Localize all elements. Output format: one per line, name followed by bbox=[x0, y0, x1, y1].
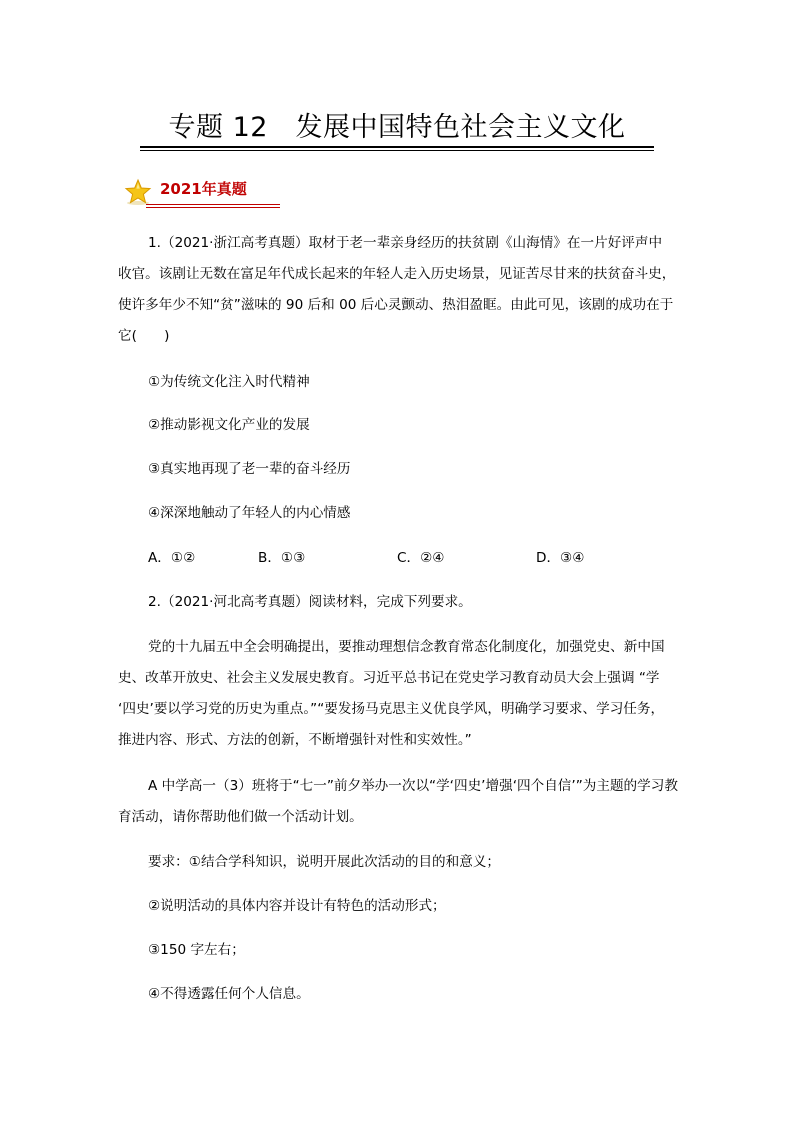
title-underline-thin bbox=[140, 150, 654, 151]
q1-item: ③真实地再现了老一辈的奋斗经历 bbox=[148, 461, 351, 477]
q1-item: ④深深地触动了年轻人的内心情感 bbox=[148, 505, 351, 521]
option-a: A．①② bbox=[148, 550, 196, 566]
q1-line: 使许多年少不知“贫”滋味的 90 后和 00 后心灵颤动、热泪盈眶。由此可见，该剧的成功在于 bbox=[118, 297, 674, 313]
q2-para1-line: 党的十九届五中全会明确提出，要推动理想信念教育常态化制度化，加强党史、新中国 bbox=[148, 639, 665, 655]
q2-requirement: 要求：①结合学科知识，说明开展此次活动的目的和意义； bbox=[148, 854, 501, 870]
title-block bbox=[140, 110, 654, 146]
q1-item: ②推动影视文化产业的发展 bbox=[148, 417, 310, 433]
page-title: 专题 12 发展中国特色社会主义文化 bbox=[168, 112, 626, 143]
q2-heading: 2.（2021·河北高考真题）阅读材料，完成下列要求。 bbox=[148, 594, 472, 610]
q1-line: 1.（2021·浙江高考真题）取材于老一辈亲身经历的扶贫剧《山海情》在一片好评声中 bbox=[148, 235, 663, 251]
q1-line: 收官。该剧让无数在富足年代成长起来的年轻人走入历史场景，见证苦尽甘来的扶贫奋斗史， bbox=[118, 266, 676, 282]
option-c: C．②④ bbox=[397, 550, 445, 566]
section-underline bbox=[146, 204, 280, 205]
q2-requirement: ②说明活动的具体内容并设计有特色的活动形式； bbox=[148, 898, 446, 914]
q1-options bbox=[148, 548, 608, 570]
q2-para1-line: 推进内容、形式、方法的创新，不断增强针对性和实效性。” bbox=[118, 732, 472, 748]
option-d: D．③④ bbox=[536, 550, 585, 566]
q2-requirement: ③150 字左右； bbox=[148, 942, 245, 958]
q2-requirement: ④不得透露任何个人信息。 bbox=[148, 986, 310, 1002]
q1-line: 它( ) bbox=[118, 328, 170, 344]
title-underline bbox=[140, 146, 654, 148]
section-underline-2 bbox=[146, 207, 280, 208]
star-icon bbox=[124, 178, 152, 206]
q2-para2-line: 育活动，请你帮助他们做一个活动计划。 bbox=[118, 809, 363, 825]
q1-item: ①为传统文化注入时代精神 bbox=[148, 374, 310, 390]
q2-para1-line: 史、改革开放史、社会主义发展史教育。习近平总书记在党史学习教育动员大会上强调 “学 bbox=[118, 670, 660, 686]
q2-para2-line: A 中学高一（3）班将于“七一”前夕举办一次以“学‘四史’增强‘四个自信’”为主题的学习教 bbox=[148, 778, 678, 794]
q2-para1-line: ‘四史’要以学习党的历史为重点。”“要发扬马克思主义优良学风，明确学习要求、学习任务， bbox=[118, 701, 665, 717]
section-label: 2021年真题 bbox=[160, 180, 247, 198]
option-b: B．①③ bbox=[258, 550, 306, 566]
